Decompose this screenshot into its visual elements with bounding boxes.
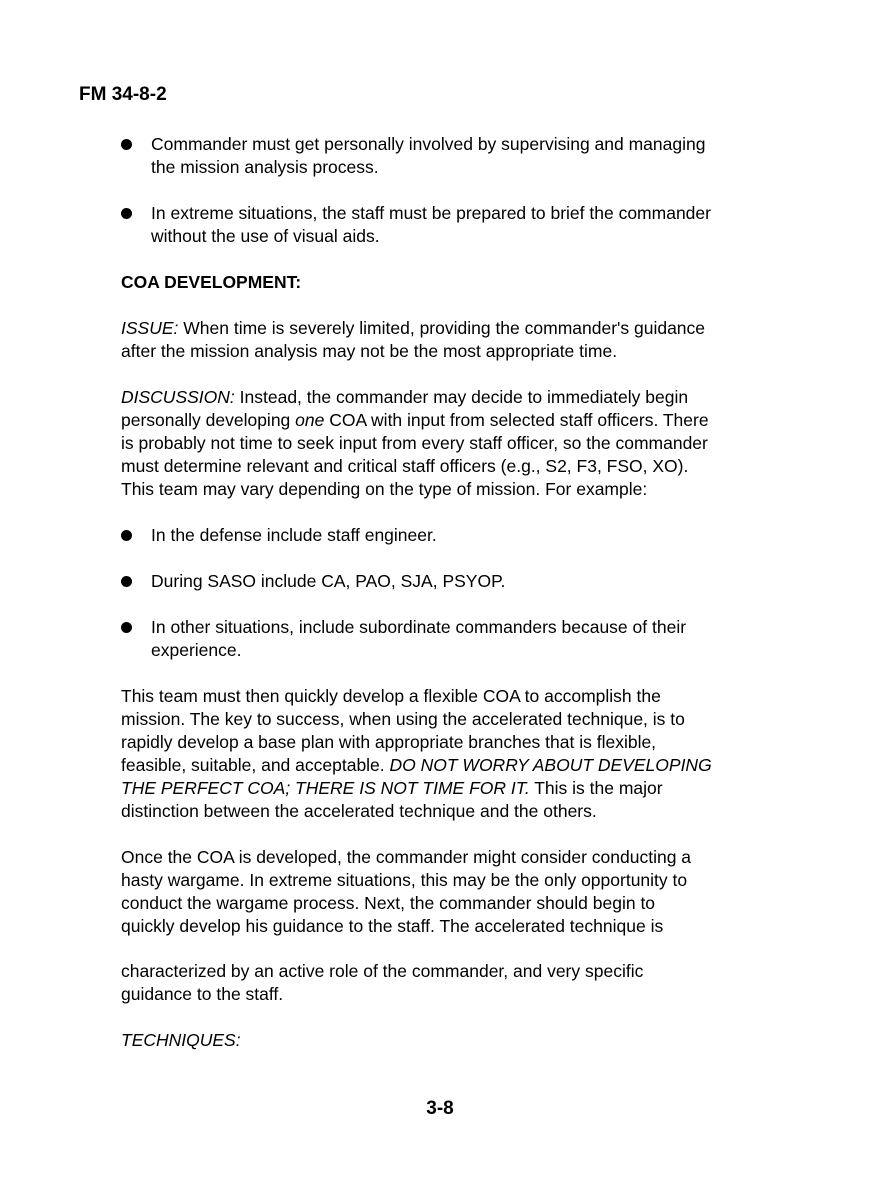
issue-label: ISSUE: xyxy=(121,318,179,338)
text-line: Commander must get personally involved by supervising and managing xyxy=(151,134,706,154)
bullet-icon xyxy=(121,530,132,541)
wargame-paragraph xyxy=(121,846,821,938)
emphasis-text: THE PERFECT COA; THERE IS NOT TIME FOR IT. xyxy=(121,778,530,798)
characterized-paragraph xyxy=(121,960,821,1006)
text-line: experience. xyxy=(151,640,242,660)
text-line: When time is severely limited, providing the commander's guidance xyxy=(178,318,706,338)
text-line: feasible, suitable, and acceptable. xyxy=(121,755,390,775)
text-line: is probably not time to seek input from every staff officer, so the commander xyxy=(121,433,708,453)
text-line: During SASO include CA, PAO, SJA, PSYOP. xyxy=(151,571,506,591)
discussion-paragraph xyxy=(121,386,821,501)
text-line: after the mission analysis may not be the most appropriate time. xyxy=(121,341,618,361)
emphasis-text: DO NOT WORRY ABOUT DEVELOPING xyxy=(389,755,712,775)
document-id: FM 34-8-2 xyxy=(79,84,167,105)
text-line: This team may vary depending on the type of mission. For example: xyxy=(121,479,648,499)
issue-paragraph xyxy=(121,317,821,363)
text-line: This is the major xyxy=(529,778,663,798)
techniques-label: TECHNIQUES: xyxy=(121,1030,241,1050)
text-line: In other situations, include subordinate commanders because of their xyxy=(151,617,687,637)
text-line: the mission analysis process. xyxy=(151,157,379,177)
page-number: 3-8 xyxy=(426,1098,454,1119)
text-line: without the use of visual aids. xyxy=(151,226,380,246)
text-line: In extreme situations, the staff must be prepared to brief the commander xyxy=(151,203,711,223)
text-line: quickly develop his guidance to the staff. The accelerated technique is xyxy=(121,916,664,936)
bullet-icon xyxy=(121,139,132,150)
discussion-label: DISCUSSION: xyxy=(121,387,235,407)
bullet-icon xyxy=(121,576,132,587)
text-line: distinction between the accelerated technique and the others. xyxy=(121,801,597,821)
text-line: Once the COA is developed, the commander might consider conducting a xyxy=(121,847,692,867)
text-line: mission. The key to success, when using the accelerated technique, is to xyxy=(121,709,685,729)
text-line: COA with input from selected staff officers. There xyxy=(324,410,709,430)
text-line: rapidly develop a base plan with appropriate branches that is flexible, xyxy=(121,732,657,752)
emphasis-text: one xyxy=(295,410,325,430)
bullet-icon xyxy=(121,622,132,633)
text-line: hasty wargame. In extreme situations, this may be the only opportunity to xyxy=(121,870,688,890)
text-line: Instead, the commander may decide to immediately begin xyxy=(234,387,689,407)
text-line: guidance to the staff. xyxy=(121,984,284,1004)
text-line: This team must then quickly develop a flexible COA to accomplish the xyxy=(121,686,661,706)
team-paragraph xyxy=(121,685,821,823)
text-line: conduct the wargame process. Next, the commander should begin to xyxy=(121,893,656,913)
text-line: characterized by an active role of the commander, and very specific xyxy=(121,961,644,981)
text-line: In the defense include staff engineer. xyxy=(151,525,437,545)
bullet-icon xyxy=(121,208,132,219)
text-line: personally developing xyxy=(121,410,296,430)
section-heading: COA DEVELOPMENT: xyxy=(121,272,302,292)
text-line: must determine relevant and critical staff officers (e.g., S2, F3, FSO, XO). xyxy=(121,456,689,476)
